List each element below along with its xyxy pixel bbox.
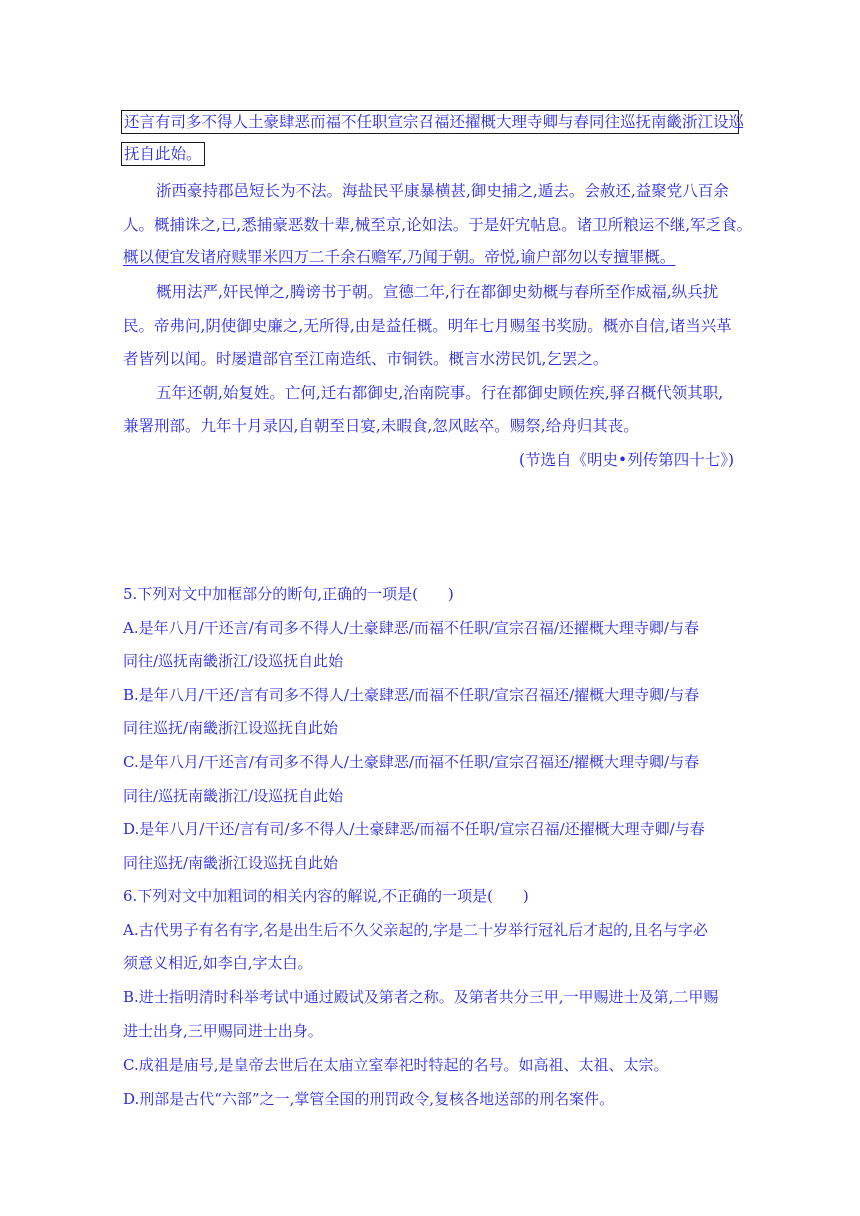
question-6-option-c: C.成祖是庙号,是皇帝去世后在太庙立室奉祀时特起的名号。如高祖、太祖、太宗。	[123, 1056, 669, 1074]
question-5-option-b-line-2: 同往巡抚/南畿浙江设巡抚自此始	[123, 719, 339, 737]
paragraph-1-line-2: 人。概捕诛之,已,悉捕豪恶数十辈,械至京,论如法。于是奸宄帖息。诸卫所粮运不继,军乏食。	[123, 216, 753, 234]
question-5-option-d-line-1: D.是年八月/干还/言有司/多不得人/土豪肆恶/而福不任职/宣宗召福/还擢概大理寺卿/与春	[123, 820, 705, 838]
question-5-option-c-line-1: C.是年八月/干还言/有司多不得人/土豪肆恶/而福不任职/宣宗召福还/擢概大理寺卿/与春	[123, 753, 700, 771]
paragraph-2-line-2: 民。帝弗问,阴使御史廉之,无所得,由是益任概。明年七月赐玺书奖励。概亦自信,诸当兴革	[123, 317, 732, 335]
question-5-option-c-line-2: 同往/巡抚南畿浙江/设巡抚自此始	[123, 787, 344, 805]
paragraph-3-line-2: 兼署刑部。九年十月录囚,自朝至日宴,未暇食,忽风眩卒。赐祭,给舟归其丧。	[123, 417, 639, 435]
paragraph-1-line-1: 浙西豪持郡邑短长为不法。海盐民平康暴横甚,御史捕之,遁去。会赦还,益聚党八百余	[156, 182, 729, 200]
paragraph-2-line-1: 概用法严,奸民惮之,腾谤书于朝。宣德二年,行在都御史劾概与春所至作威福,纵兵扰	[156, 283, 719, 301]
question-6-option-b-line-1: B.进士指明清时科举考试中通过殿试及第者之称。及第者共分三甲,一甲赐进士及第,二甲赐	[123, 988, 719, 1006]
question-6-option-b-line-2: 进士出身,三甲赐同进士出身。	[123, 1022, 323, 1040]
question-5-option-a-line-1: A.是年八月/干还言/有司多不得人/土豪肆恶/而福不任职/宣宗召福/还擢概大理寺卿/与春	[123, 619, 699, 637]
paragraph-1-underlined-line: 概以便宜发诸府赎罪米四万二千余石赡军,乃闻于朝。帝悦,谕户部勿以专擅罪概。	[123, 248, 676, 266]
question-5-option-d-line-2: 同往巡抚/南畿浙江设巡抚自此始	[123, 854, 339, 872]
question-5-option-b-line-1: B.是年八月/干还/言有司多不得人/土豪肆恶/而福不任职/宣宗召福还/擢概大理寺卿/与春	[123, 686, 700, 704]
question-5-stem: 5.下列对文中加框部分的断句,正确的一项是( )	[123, 585, 454, 603]
question-6-option-a-line-2: 须意义相近,如李白,字太白。	[123, 954, 313, 972]
question-6-option-d: D.刑部是古代“六部”之一,掌管全国的刑罚政令,复核各地送部的刑名案件。	[123, 1090, 615, 1108]
question-5-option-a-line-2: 同往/巡抚南畿浙江/设巡抚自此始	[123, 652, 344, 670]
question-6-option-a-line-1: A.古代男子有名有字,名是出生后不久父亲起的,字是二十岁举行冠礼后才起的,且名与字必	[123, 921, 708, 939]
source-citation: (节选自《明史•列传第四十七》)	[519, 451, 734, 469]
paragraph-2-line-3: 者皆列以闻。时屡遣部官至江南造纸、市铜铁。概言水涝民饥,乞罢之。	[123, 350, 609, 368]
boxed-sentence-line-2: 抚自此始。	[121, 142, 205, 166]
boxed-sentence-line-1: 还言有司多不得人土豪肆恶而福不任职宣宗召福还擢概大理寺卿与春同往巡抚南畿浙江设巡	[121, 110, 739, 134]
question-6-stem: 6.下列对文中加粗词的相关内容的解说,不正确的一项是( )	[123, 887, 529, 905]
paragraph-3-line-1: 五年还朝,始复姓。亡何,迁右都御史,治南院事。行在都御史顾佐疾,驿召概代领其职,	[156, 384, 724, 402]
